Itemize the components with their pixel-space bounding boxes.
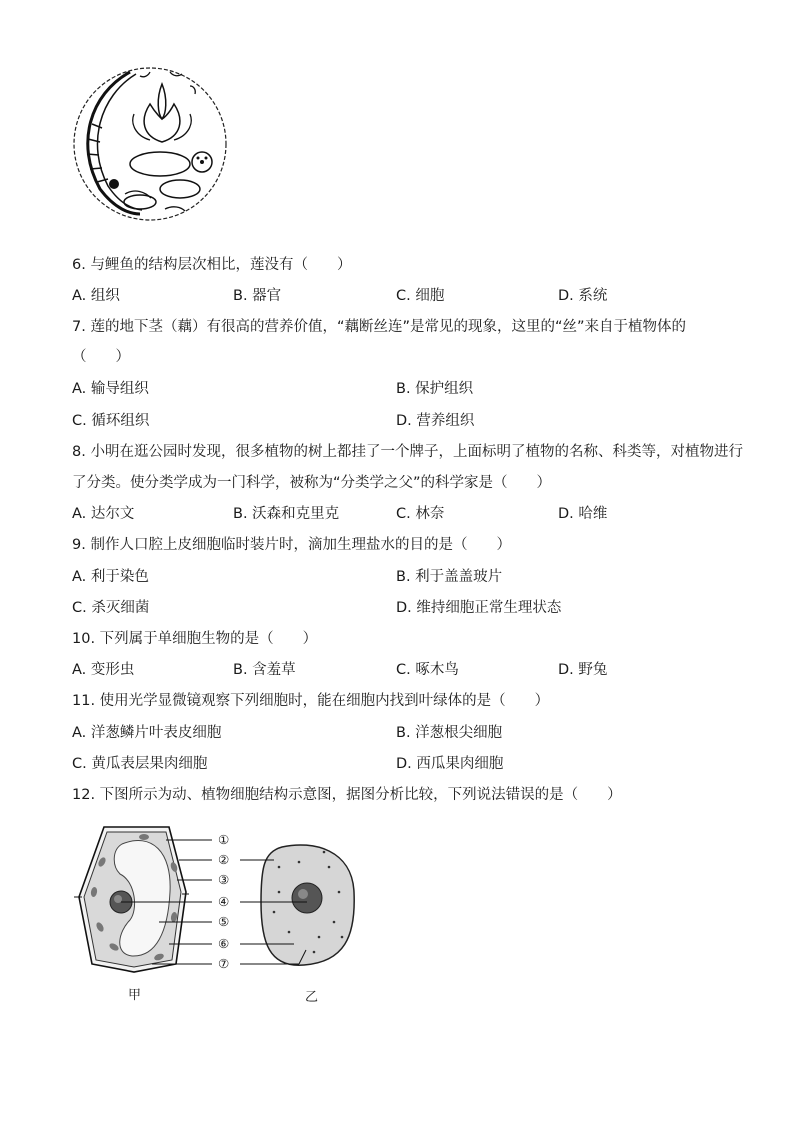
question-6-option-b[interactable]: B. 器官 [233, 288, 282, 304]
question-8-stem-line1: 8. 小明在逛公园时发现，很多植物的树上都挂了一个牌子，上面标明了植物的名称、科类等，对植物进行 [72, 444, 743, 460]
question-8-option-a[interactable]: A. 达尔文 [72, 506, 135, 522]
question-9-option-d[interactable]: D. 维持细胞正常生理状态 [396, 600, 562, 616]
question-7-option-d[interactable]: D. 营养组织 [396, 413, 475, 429]
label-6: ⑥ [218, 936, 230, 951]
animal-cell-caption: 乙 [305, 990, 319, 1005]
question-10-stem: 10. 下列属于单细胞生物的是（ ） [72, 631, 318, 647]
question-11-option-a[interactable]: A. 洋葱鳞片叶表皮细胞 [72, 725, 222, 741]
question-10-option-c[interactable]: C. 啄木鸟 [396, 662, 459, 678]
question-11-option-b[interactable]: B. 洋葱根尖细胞 [396, 725, 503, 741]
question-7-stem-line2: （ ） [72, 349, 130, 365]
label-1: ① [218, 832, 230, 847]
question-10-option-b[interactable]: B. 含羞草 [233, 662, 296, 678]
question-10-option-a[interactable]: A. 变形虫 [72, 662, 135, 678]
question-11-stem: 11. 使用光学显微镜观察下列细胞时，能在细胞内找到叶绿体的是（ ） [72, 693, 550, 709]
cell-structure-diagram [74, 822, 374, 1012]
question-9-option-b[interactable]: B. 利于盖盖玻片 [396, 569, 503, 585]
question-6-option-d[interactable]: D. 系统 [558, 288, 608, 304]
label-7: ⑦ [218, 956, 230, 971]
question-7-option-b[interactable]: B. 保护组织 [396, 381, 474, 397]
koi-lotus-illustration [70, 64, 230, 224]
question-11-option-d[interactable]: D. 西瓜果肉细胞 [396, 756, 504, 772]
label-4: ④ [218, 894, 230, 909]
question-7-stem-line1: 7. 莲的地下茎（藕）有很高的营养价值，“藕断丝连”是常见的现象，这里的“丝”来自于植物体的 [72, 319, 686, 335]
question-9-option-c[interactable]: C. 杀灭细菌 [72, 600, 150, 616]
question-8-option-d[interactable]: D. 哈维 [558, 506, 608, 522]
question-11-option-c[interactable]: C. 黄瓜表层果肉细胞 [72, 756, 208, 772]
question-10-option-d[interactable]: D. 野兔 [558, 662, 608, 678]
question-9-stem: 9. 制作人口腔上皮细胞临时装片时，滴加生理盐水的目的是（ ） [72, 537, 511, 553]
question-6-stem: 6. 与鲤鱼的结构层次相比，莲没有（ ） [72, 257, 352, 273]
question-12-stem: 12. 下图所示为动、植物细胞结构示意图，据图分析比较，下列说法错误的是（ ） [72, 787, 622, 803]
label-2: ② [218, 852, 230, 867]
question-8-option-b[interactable]: B. 沃森和克里克 [233, 506, 340, 522]
question-8-stem-line2: 了分类。使分类学成为一门科学，被称为“分类学之父”的科学家是（ ） [72, 475, 552, 491]
plant-cell-caption: 甲 [128, 988, 142, 1003]
question-9-option-a[interactable]: A. 利于染色 [72, 569, 149, 585]
question-6-option-c[interactable]: C. 细胞 [396, 288, 445, 304]
question-7-option-c[interactable]: C. 循环组织 [72, 413, 150, 429]
label-5: ⑤ [218, 914, 230, 929]
question-8-option-c[interactable]: C. 林奈 [396, 506, 445, 522]
question-7-option-a[interactable]: A. 输导组织 [72, 381, 149, 397]
label-3: ③ [218, 872, 230, 887]
question-6-option-a[interactable]: A. 组织 [72, 288, 120, 304]
